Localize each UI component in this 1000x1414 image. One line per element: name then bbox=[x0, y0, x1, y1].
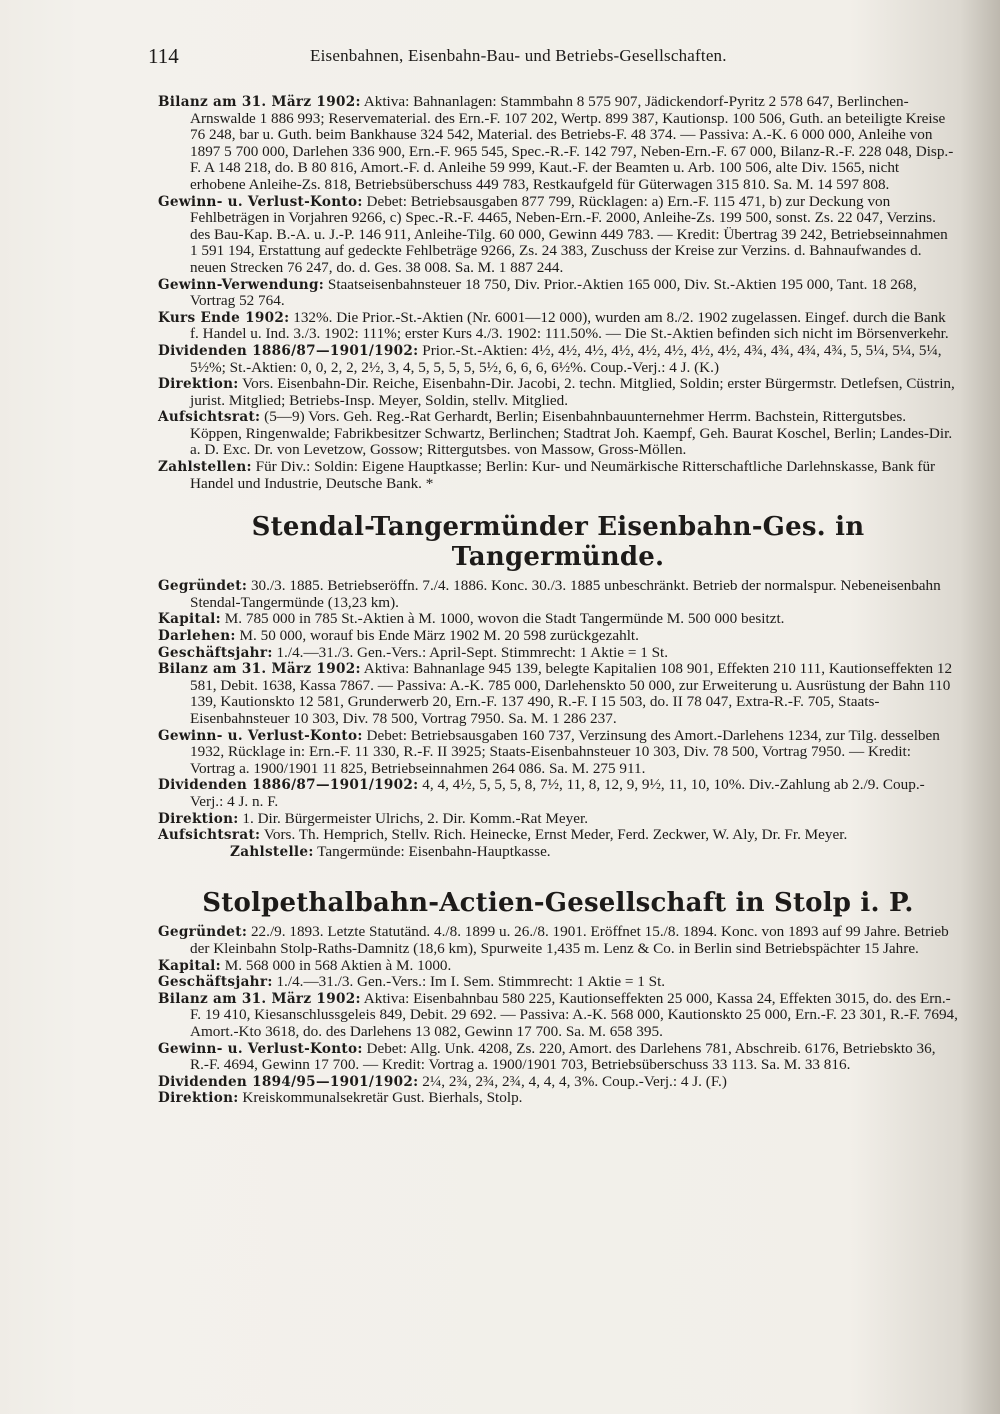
entry bbox=[158, 827, 958, 844]
entry bbox=[158, 1041, 958, 1074]
entry-label: Gewinn- u. Verlust-Konto: bbox=[158, 1040, 363, 1057]
entry-text: 22./9. 1893. Letzte Statutänd. 4./8. 1899 u. 26./8. 1901. Eröffnet 15./8. 1894. Konc. von 1893 auf 99 Jahre. Betrieb der Kleinbahn Stolp-Raths-Damnitz (18,6 km), Spurweite 1,435 m. Lenz & Co. in Berlin sind Betriebspächter 15 Jahre. bbox=[190, 923, 949, 957]
entry bbox=[158, 194, 958, 277]
entry-label: Kapital: bbox=[158, 611, 221, 628]
entry-label: Dividenden 1886/87—1901/1902: bbox=[158, 777, 419, 794]
entry-label: Bilanz am 31. März 1902: bbox=[158, 661, 361, 678]
running-title: Eisenbahnen, Eisenbahn-Bau- und Betriebs-Gesellschaften. bbox=[310, 46, 727, 65]
entry bbox=[158, 628, 958, 645]
entry-label: Gewinn- u. Verlust-Konto: bbox=[158, 727, 363, 744]
entry bbox=[158, 661, 958, 727]
entry-text: Für Div.: Soldin: Eigene Hauptkasse; Berlin: Kur- und Neumärkische Ritterschaftliche Darlehnskasse, Bank für Handel und Industrie, Deutsche Bank. * bbox=[190, 458, 936, 492]
entry-label: Bilanz am 31. März 1902: bbox=[158, 990, 361, 1007]
entry-text: Aktiva: Eisenbahnbau 580 225, Kautionseffekten 25 000, Kassa 24, Effekten 3015, do. des Ern.-F. 19 410, Kiesanschlussgeleis 849, Debit. 29 692. — Passiva: A.-K. 568 000, Kautionskto 25 000, Ern.-F. 23 301, R.-F. 7694, Amort.-Kto 3618, do. des Darlehens 13 082, Gewinn 17 700. Sa. M. 658 395. bbox=[190, 989, 958, 1040]
entry-label: Geschäftsjahr: bbox=[158, 974, 273, 991]
entry bbox=[158, 310, 958, 343]
entry-text: Kreiskommunalsekretär Gust. Bierhals, Stolp. bbox=[238, 1089, 523, 1107]
entry-text: 1./4.—31./3. Gen.-Vers.: April-Sept. Stimmrecht: 1 Aktie = 1 St. bbox=[272, 643, 669, 661]
entry-label: Gewinn-Verwendung: bbox=[158, 276, 325, 293]
entry-aufsichtsrat-zahlstelle bbox=[158, 844, 958, 861]
company-title-stendal: Stendal-Tangermünder Eisenbahn-Ges. in Tangermünde. bbox=[251, 512, 865, 573]
section-previous-company bbox=[158, 94, 958, 492]
entry-label: Gegründet: bbox=[158, 924, 248, 941]
entry bbox=[158, 728, 958, 778]
entry-text: Prior.-St.-Aktien: 4½, 4½, 4½, 4½, 4½, 4½, 4½, 4½, 4¾, 4¾, 4¾, 4¾, 5, 5¼, 5¼, 5¼, 5½%; St.-Aktien: 0, 0, 2, 2, 2½, 3, 4, 5, 5, 5, 5, 5½, 6, 6, 6, 6½%. Coup.-Verj.: 4 J. (K.) bbox=[190, 341, 942, 376]
entry-text: Vors. Eisenbahn-Dir. Reiche, Eisenbahn-Dir. Jacobi, 2. techn. Mitglied, Soldin; erster Bürgermstr. Detlefsen, Cüstrin, jurist. Mitglied; Betriebs-Insp. Meyer, Soldin, stellv. Mitglied. bbox=[190, 375, 955, 409]
entry-label: Darlehen: bbox=[158, 628, 236, 645]
page-header bbox=[148, 44, 940, 74]
entry bbox=[158, 409, 958, 459]
entry-label: Direktion: bbox=[158, 810, 239, 827]
entry-text: Aktiva: Bahnanlage 945 139, belegte Kapitalien 108 901, Effekten 210 111, Kautionseffekten 12 581, Debit. 1638, Kassa 7867. — Passiva: A.-K. 785 000, Darlehenskto 50 000, zur Erweiterung u. Ausrüstung der Bahn 110 139, Kautionskto 12 581, Grunderwerb 20, Ern.-F. 137 490, R.-F. I 15 503, do. II 78 047, Extra-R.-F. 705, Staats-Eisenbahnsteuer 10 303, Div. 78 500, Vortrag 7950. Sa. M. 1 286 237. bbox=[190, 660, 953, 727]
entry bbox=[158, 811, 958, 828]
entry-label: Gegründet: bbox=[158, 578, 248, 595]
zahlstelle-inline bbox=[230, 843, 551, 860]
entry-text: Debet: Betriebsausgaben 877 799, Rücklagen: a) Ern.-F. 115 471, b) zur Deckung von Fehlbeträgen in Vorjahren 9266, c) Spec.-R.-F. 4465, Neben-Ern.-F. 2000, Anleihe-Zs. 199 500, sonst. Zs. 22 047, Verzins. des Bau-Kap. B.-A. u. J.-P. 146 911, Anleihe-Tilg. 60 000, Gewinn 449 783. — Kredit: Übertrag 39 242, Betriebseinnahmen 1 591 194, Erstattung auf gedeckte Fehlbeträge 9266, Zs. 24 383, Zuschuss der Kreise zur Verzins. d. Bahnaufwandes d. neuen Strecken 76 247, do. d. Ges. 38 008. Sa. M. 1 887 244. bbox=[190, 192, 948, 276]
entry-text: 1. Dir. Bürgermeister Ulrichs, 2. Dir. Komm.-Rat Meyer. bbox=[238, 809, 588, 827]
entry-label: Dividenden 1894/95—1901/1902: bbox=[158, 1073, 419, 1090]
entry bbox=[158, 991, 958, 1041]
entry-text: M. 50 000, worauf bis Ende März 1902 M. 20 598 zurückgezahlt. bbox=[235, 627, 639, 645]
entry-text: 4, 4, 4½, 5, 5, 5, 8, 7½, 11, 8, 12, 9, 9½, 11, 10, 10%. Div.-Zahlung ab 2./9. Coup.-Verj.: 4 J. n. F. bbox=[190, 776, 925, 810]
entry bbox=[158, 1074, 958, 1091]
entry-label: Dividenden 1886/87—1901/1902: bbox=[158, 342, 419, 359]
entry-text: 30./3. 1885. Betriebseröffn. 7./4. 1886. Konc. 30./3. 1885 unbeschränkt. Betrieb der normalspur. Nebeneisenbahn Stendal-Tangermünde (13,23 km). bbox=[190, 577, 941, 611]
entry bbox=[158, 578, 958, 611]
entry-text: 2¼, 2¾, 2¾, 2¾, 4, 4, 4, 3%. Coup.-Verj.: 4 J. (F.) bbox=[418, 1072, 727, 1090]
section-stolpethalbahn bbox=[158, 924, 958, 1107]
company-title-stolpethal: Stolpethalbahn-Actien-Gesellschaft in Stolp i. P. bbox=[202, 888, 914, 919]
entry-text: (5—9) Vors. Geh. Reg.-Rat Gerhardt, Berlin; Eisenbahnbauunternehmer Herrm. Bachstein, Rittergutsbes. Köppen, Ringenwalde; Fabrikbesitzer Schwartz, Berlinchen; Stadtrat Joh. Kaempf, Geh. Baurat Koschel, Berlin; Landes-Dir. a. D. Exc. Dr. von Levetzow, Gossow; Rittergutsbes. von Massow, Gross-Möllen. bbox=[190, 408, 953, 459]
entry-label: Zahlstellen: bbox=[158, 459, 252, 476]
entry-text: M. 785 000 in 785 St.-Aktien à M. 1000, wovon die Stadt Tangermünde M. 500 000 besitzt. bbox=[220, 610, 785, 628]
entry-label: Aufsichtsrat: bbox=[158, 409, 261, 426]
entry-text: M. 568 000 in 568 Aktien à M. 1000. bbox=[220, 956, 452, 974]
entry bbox=[158, 459, 958, 492]
page-content bbox=[158, 94, 958, 1107]
entry bbox=[158, 376, 958, 409]
entry bbox=[158, 645, 958, 662]
entry-label: Direktion: bbox=[158, 376, 239, 393]
entry-text: Aktiva: Bahnanlagen: Stammbahn 8 575 907, Jädickendorf-Pyritz 2 578 647, Berlinchen-Arnswalde 1 886 993; Reservematerial. des Ern.-F. 107 202, Wertp. 899 387, Kautionsp. 100 506, Guth. an beteiligte Kreise 76 248, bar u. Guth. beim Bankhause 324 542, Material. des Betriebs-F. 48 374. — Passiva: A.-K. 6 000 000, Anleihe von 1897 5 700 000, Darlehen 336 900, Ern.-F. 965 545, Spec.-R.-F. 142 797, Neben-Ern.-F. 67 000, Bilanz-R.-F. 228 048, Disp.-F. A 148 218, do. B 80 816, Amort.-F. d. Anleihe 59 999, Kaut.-F. der Beamten u. Arb. 100 506, alte Div. 1565, nicht erhobene Anleihe-Zs. 818, Betriebsüberschuss 449 783, Restkaufgeld für Güterwagen 315 810. Sa. M. 14 597 808. bbox=[190, 93, 954, 193]
entry-label: Geschäftsjahr: bbox=[158, 644, 273, 661]
entry-label: Aufsichtsrat: bbox=[158, 827, 261, 844]
entry-text: Staatseisenbahnsteuer 18 750, Div. Prior.-Aktien 165 000, Div. St.-Aktien 195 000, Tant. 18 268, Vortrag 52 764. bbox=[190, 275, 917, 310]
entry bbox=[158, 777, 958, 810]
entry-label: Gewinn- u. Verlust-Konto: bbox=[158, 193, 363, 210]
entry bbox=[158, 611, 958, 628]
zahlstelle-label: Zahlstelle: bbox=[230, 843, 314, 860]
entry-text: 132%. Die Prior.-St.-Aktien (Nr. 6001—12 000), wurden am 8./2. 1902 zugelassen. Eingef. durch die Bank f. Handel u. Ind. 3./3. 1902: 111%; erster Kurs 4./3. 1902: 111.50%. — Die St.-Aktien befinden sich nicht im Börsenverkehr. bbox=[190, 308, 949, 343]
entry bbox=[158, 974, 958, 991]
entry bbox=[158, 94, 958, 194]
page-number: 114 bbox=[148, 44, 179, 68]
entry bbox=[158, 924, 958, 957]
entry bbox=[158, 1090, 958, 1107]
entry-label: Direktion: bbox=[158, 1090, 239, 1107]
entry-label: Kapital: bbox=[158, 957, 221, 974]
zahlstelle-text: Tangermünde: Eisenbahn-Hauptkasse. bbox=[313, 842, 551, 860]
entry bbox=[158, 958, 958, 975]
entry-text: Vors. Th. Hemprich, Stellv. Rich. Heinecke, Ernst Meder, Ferd. Zeckwer, W. Aly, Dr. Fr. Meyer. bbox=[260, 826, 848, 844]
entry-label: Bilanz am 31. März 1902: bbox=[158, 94, 361, 110]
entry bbox=[158, 277, 958, 310]
entry-label: Kurs Ende 1902: bbox=[158, 309, 290, 326]
section-stendal-tangermuende bbox=[158, 578, 958, 844]
entry-text: Debet: Allg. Unk. 4208, Zs. 220, Amort. des Darlehens 781, Abschreib. 6176, Betriebskto 36, R.-F. 4694, Gewinn 17 700. — Kredit: Vortrag a. 1900/1901 703, Betriebsüberschuss 33 113. Sa. M. 33 816. bbox=[190, 1039, 936, 1074]
entry bbox=[158, 343, 958, 376]
entry-text: 1./4.—31./3. Gen.-Vers.: Im I. Sem. Stimmrecht: 1 Aktie = 1 St. bbox=[272, 973, 666, 991]
entry-text: Debet: Betriebsausgaben 160 737, Verzinsung des Amort.-Darlehens 1234, zur Tilg. desselben 1932, Rücklage in: Ern.-F. 11 330, R.-F. II 3925; Staats-Eisenbahnsteuer 10 303, Div. 78 500, Vortrag 7950. — Kredit: Vortrag a. 1900/1901 11 825, Betriebseinnahmen 264 086. Sa. M. 275 911. bbox=[190, 726, 940, 777]
